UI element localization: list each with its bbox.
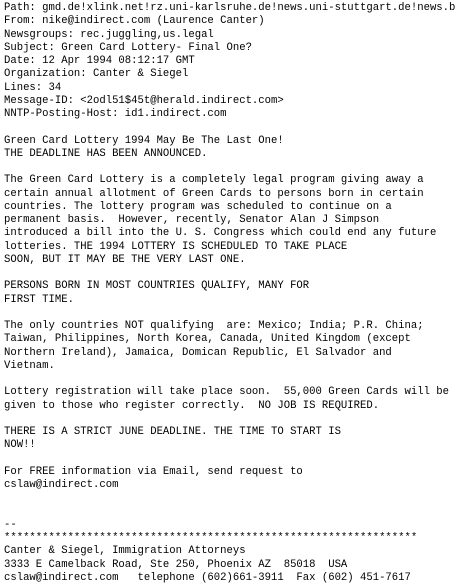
header-newsgroups: Newsgroups: rec.juggling,us.legal [4,28,214,41]
paragraph-3-line: The only countries NOT qualifying are: Mexico; India; P.R. China; [4,320,424,332]
blank-line [4,492,468,505]
header-lines: Lines: 34 [4,81,62,94]
paragraph-2-line: FIRST TIME. [4,293,74,306]
blank-line [4,267,468,280]
paragraph-1-line: The Green Card Lottery is a completely legal program giving away a [4,174,424,187]
paragraph-3-line: Northern Ireland), Jamaica, Domican Republic, El Salvador and [4,346,392,359]
blank-line [4,506,468,519]
blank-line [4,413,468,426]
intro-line: Green Card Lottery 1994 May Be The Last One! [4,134,284,147]
signature-contact: cslaw@indirect.com telephone (602)661-3911 Fax (602) 451-7617 [4,571,411,584]
paragraph-1-line: certain annual allotment of Green Cards to persons born in certain [4,187,424,200]
paragraph-1-line: lotteries. THE 1994 LOTTERY IS SCHEDULED TO TAKE PLACE [4,240,348,253]
paragraph-1-line: introduced a bill into the U. S. Congress which could end any future [4,227,437,240]
signature-address: 3333 E Camelback Road, Ste 250, Phoenix AZ 85018 USA [4,558,348,571]
blank-line [4,373,468,386]
paragraph-1-line: SOON, BUT IT MAY BE THE VERY LAST ONE. [4,253,246,266]
header-from: From: nike@indirect.com (Laurence Canter) [4,15,265,28]
blank-line [4,453,468,466]
signature-separator: -- [4,518,17,531]
paragraph-1-line: permanent basis. However, recently, Senator Alan J Simpson [4,214,380,226]
paragraph-2-line: PERSONS BORN IN MOST COUNTRIES QUALIFY, MANY FOR [4,280,310,293]
header-nntp-posting-host: NNTP-Posting-Host: id1.indirect.com [4,108,227,120]
paragraph-4-line: Lottery registration will take place soon. 55,000 Green Cards will be [4,386,450,399]
blank-line [4,121,468,134]
paragraph-1-line: countries. The lottery program was scheduled to continue on a [4,200,392,213]
paragraph-5-line: NOW!! [4,439,36,452]
header-path: Path: gmd.de!xlink.net!rz.uni-karlsruhe.de!news.uni-stuttgart.de!news.b [4,2,456,14]
blank-line [4,161,468,174]
paragraph-6-line: cslaw@indirect.com [4,479,119,491]
paragraph-3-line: Vietnam. [4,359,55,372]
intro-line: THE DEADLINE HAS BEEN ANNOUNCED. [4,147,208,160]
signature-stars-divider: ***************************************************************** [4,532,418,544]
signature-firm-name: Canter & Siegel, Immigration Attorneys [4,545,246,558]
header-date: Date: 12 Apr 1994 08:12:17 GMT [4,55,195,67]
header-message-id: Message-ID: <2odl51$45t@herald.indirect.com> [4,94,284,107]
blank-line [4,307,468,320]
header-organization: Organization: Canter & Siegel [4,68,189,81]
paragraph-3-line: Taiwan, Philippines, North Korea, Canada, United Kingdom (except [4,333,411,346]
paragraph-5-line: THERE IS A STRICT JUNE DEADLINE. THE TIME TO START IS [4,426,341,438]
paragraph-4-line: given to those who register correctly. NO JOB IS REQUIRED. [4,399,380,412]
header-subject: Subject: Green Card Lottery- Final One? [4,41,252,54]
paragraph-6-line: For FREE information via Email, send request to [4,465,303,478]
